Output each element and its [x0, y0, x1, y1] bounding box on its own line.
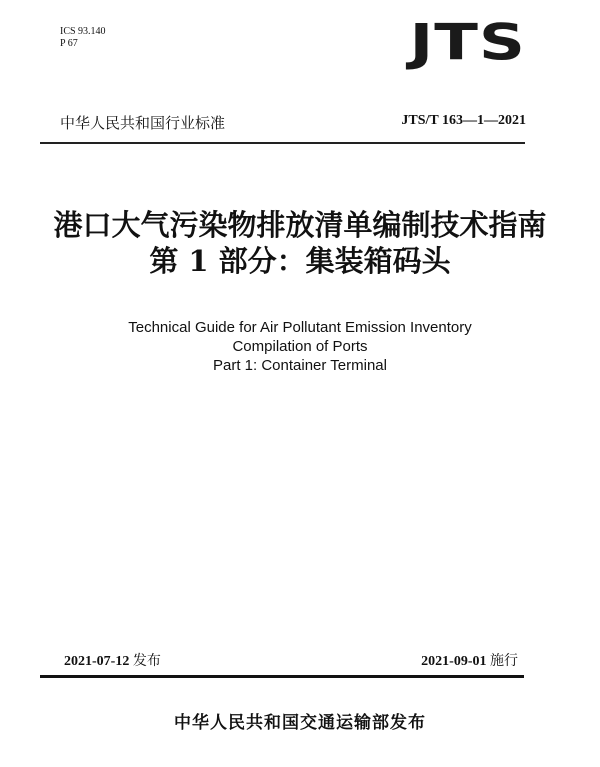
header-divider	[40, 142, 525, 144]
classification-code: P 67	[60, 38, 78, 49]
english-title	[0, 318, 600, 375]
issue-date	[64, 650, 161, 670]
chinese-title-line1: 港口大气污染物排放清单编制技术指南	[53, 208, 547, 242]
jts-logo: JTS	[409, 14, 526, 72]
standard-code	[401, 113, 526, 129]
footer-divider	[40, 675, 524, 678]
publisher: 中华人民共和国交通运输部发布	[174, 713, 426, 733]
english-title-line3: Part 1: Container Terminal	[213, 357, 387, 374]
english-title-line2: Compilation of Ports	[232, 338, 368, 355]
chinese-title	[0, 207, 600, 279]
industry-standard-label: 中华人民共和国行业标准	[60, 114, 226, 132]
ics-code: ICS 93.140	[60, 26, 106, 37]
implementation-date-value: 2021-09-01	[421, 654, 487, 669]
implementation-date-label: 施行	[490, 653, 518, 669]
chinese-title-line2: 第 1 部分：集装箱码头	[149, 244, 451, 278]
standard-code-text: JTS/T 163—1—2021	[401, 113, 526, 128]
implementation-date	[421, 650, 518, 670]
issue-date-value: 2021-07-12	[64, 654, 130, 669]
issue-date-label: 发布	[132, 653, 161, 669]
ics-block	[60, 26, 106, 50]
english-title-line1: Technical Guide for Air Pollutant Emission Inventory	[128, 319, 472, 336]
